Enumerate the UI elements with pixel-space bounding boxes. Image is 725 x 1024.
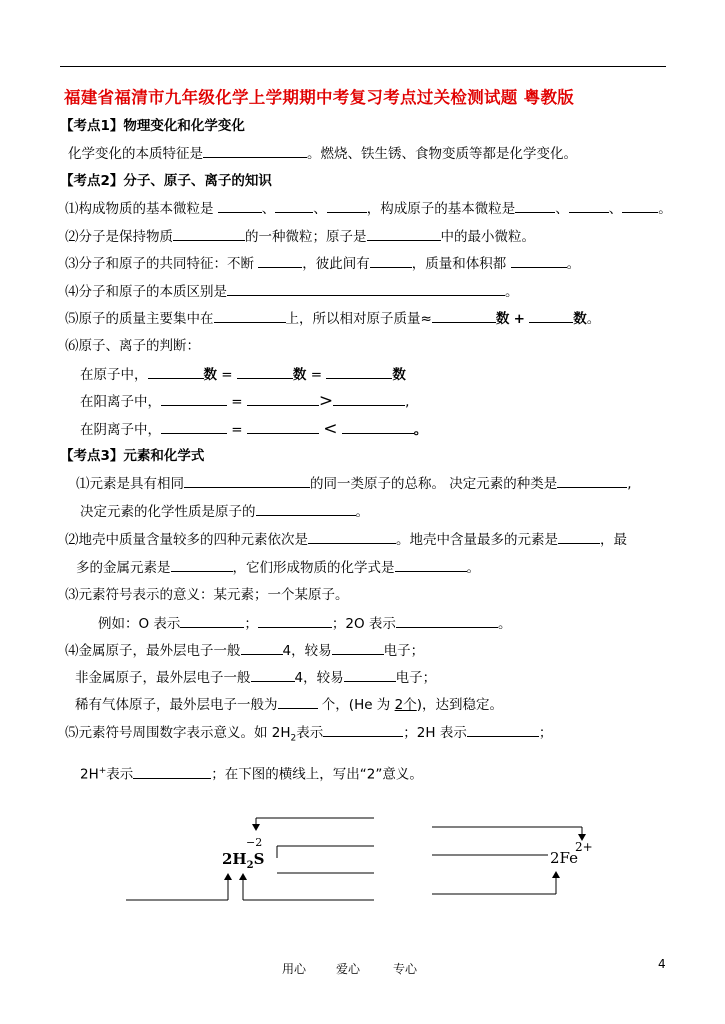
section3-heading: 【考点3】元素和化学式 xyxy=(60,448,205,464)
s3-q3: ⑶元素符号表示的意义：某元素；一个某原子。 xyxy=(65,587,349,603)
s2-q1: ⑴构成物质的基本微粒是 、 、 ，构成原子的基本微粒是 、 、 。 xyxy=(65,201,672,217)
page-title: 福建省福清市九年级化学上学期期中考复习考点过关检测试题 粤教版 xyxy=(64,88,575,107)
formula-2h2s: $2H_2S$ xyxy=(222,850,265,871)
s3-q2-cont: 多的金属元素是 ，它们形成物质的化学式是 。 xyxy=(76,560,480,576)
footer-text: 爱心 xyxy=(336,962,361,976)
s2-q6-atom: 在原子中， 数 = 数 = 数 xyxy=(80,367,406,383)
s2-q3: ⑶分子和原子的共同特征：不断 ，彼此间有 ，质量和体积都 。 xyxy=(65,256,581,272)
footer-text: 用心 xyxy=(282,962,307,976)
page-number: 4 xyxy=(658,957,666,971)
section2-heading: 【考点2】分子、原子、离子的知识 xyxy=(60,173,272,189)
s3-q2: ⑵地壳中质量含量较多的四种元素依次是 。地壳中含量最多的元素是 ，最 xyxy=(65,532,627,548)
section1-heading: 【考点1】物理变化和化学变化 xyxy=(60,118,245,134)
s2-q5: ⑸原子的质量主要集中在 上，所以相对原子质量≈ 数 + 数。 xyxy=(65,311,601,327)
s3-q1: ⑴元素是具有相同 的同一类原子的总称。 决定元素的种类是 , xyxy=(76,476,632,492)
footer-text: 专心 xyxy=(393,962,418,976)
charge-label-s: −2 xyxy=(246,836,263,849)
s3-q3-example: 例如：O 表示 ； ；2O 表示 。 xyxy=(98,616,512,632)
s2-q4: ⑷分子和原子的本质区别是 。 xyxy=(65,284,519,300)
s2-q2: ⑵分子是保持物质 的一种微粒；原子是 中的最小微粒。 xyxy=(65,229,535,245)
s3-q1-cont: 决定元素的化学性质是原子的 。 xyxy=(80,504,369,520)
s3-q4-noble: 稀有气体原子，最外层电子一般为 个，(He 为 2个)，达到稳定。 xyxy=(75,697,503,713)
s2-q6-cation: 在阳离子中， = > , xyxy=(80,391,410,411)
s3-q4-nonmetal: 非金属原子，最外层电子一般 4，较易 电子； xyxy=(75,670,437,686)
s2-q6-anion: 在阴离子中， = < 。 xyxy=(80,419,428,439)
s3-q5: ⑸元素符号周围数字表示意义。如 $2H_2$表示 ；2H 表示 ； xyxy=(65,725,553,744)
s3-q4-metal: ⑷金属原子，最外层电子一般 4，较易 电子； xyxy=(65,643,425,659)
formula-2fe: 2Fe xyxy=(550,849,579,867)
s3-q5-cont: 2H+表示 ；在下图的横线上，写出“2”意义。 xyxy=(80,766,423,783)
s1-line1: 化学变化的本质特征是 。燃烧、铁生锈、食物变质等都是化学变化。 xyxy=(68,146,577,162)
charge-label-fe: 2+ xyxy=(575,840,593,854)
s2-q6: ⑹原子、离子的判断： xyxy=(65,338,200,354)
